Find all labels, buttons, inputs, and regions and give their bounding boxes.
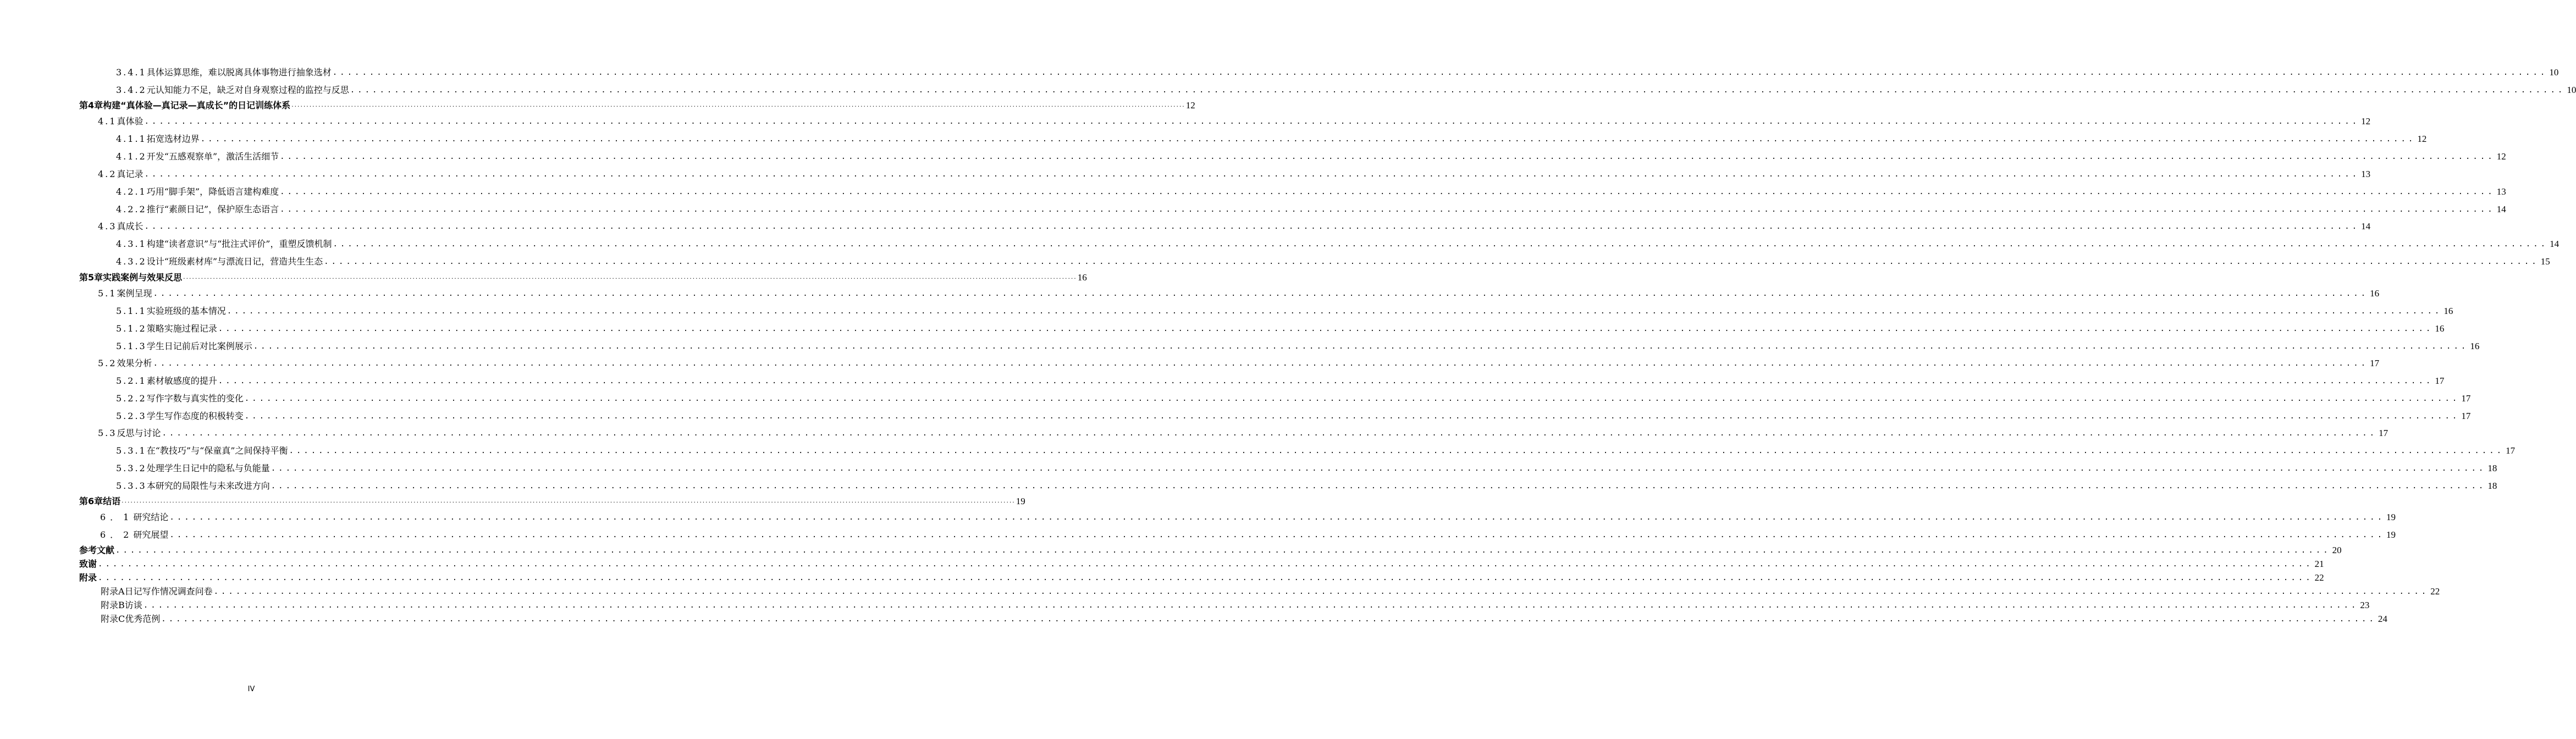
toc-entry-page-number: 24	[2378, 614, 2387, 624]
toc-entry-page-number: 22	[2314, 572, 2324, 583]
toc-entry-title: 访谈	[124, 600, 142, 610]
toc-entry-number: 第4章	[79, 100, 103, 111]
toc-entry[interactable]	[0, 586, 2440, 598]
toc-entry[interactable]	[0, 220, 2371, 233]
toc-entry-page-number: 10	[2549, 67, 2559, 78]
toc-entry-title: 实践案例与效果反思	[103, 272, 183, 283]
toc-dot-leader: ............................................................................................................................................................................................................................................................................................................	[324, 257, 2539, 266]
toc-entry[interactable]	[0, 427, 2389, 439]
toc-dot-leader: ............................................................................................................................................................................................................................................................................................................	[227, 307, 2442, 316]
toc-entry-page-number: 17	[2506, 445, 2516, 456]
toc-entry[interactable]	[0, 529, 2396, 541]
toc-entry[interactable]	[0, 67, 2559, 79]
toc-dot-leader: ............................................................................................................................................................................................................................................................................................................	[218, 377, 2434, 385]
toc-entry-title: 构建“读者意识”与“批注式评价”，重塑反馈机制	[146, 239, 332, 249]
toc-entry[interactable]	[0, 393, 2471, 405]
toc-entry-page-number: 12	[2361, 116, 2371, 126]
toc-entry[interactable]	[0, 495, 1025, 508]
toc-entry-page-number: 16	[2370, 288, 2380, 299]
toc-entry-title: 设计“班级素材库”与漂流日记，营造共生生态	[146, 256, 323, 267]
toc-entry-number: 4.2.1	[116, 186, 147, 197]
toc-dot-leader: ............................................................................................................................................................................................................................................................................................................	[153, 359, 2369, 368]
toc-dot-leader: ............................................................................................................................................................................................................................................................................................................	[271, 482, 2486, 490]
toc-entry[interactable]	[0, 572, 2324, 584]
toc-dot-leader: ............................................................................................................................................................................................................................................................................................................	[162, 429, 2378, 438]
toc-entry[interactable]	[0, 480, 2497, 492]
toc-entry-number: 附录C	[101, 614, 125, 624]
toc-entry-number: 附录A	[101, 586, 125, 597]
toc-dot-leader: ............................................................................................................................................................................................................................................................................................................	[271, 464, 2486, 473]
toc-dot-leader: ............................................................................................................................................................................................................................................................................................................	[253, 342, 2469, 351]
toc-entry[interactable]	[0, 323, 2445, 335]
toc-entry-number: 5.2.2	[116, 393, 147, 404]
toc-entry[interactable]	[0, 305, 2453, 317]
toc-entry-page-number: 18	[2487, 481, 2497, 491]
toc-entry[interactable]	[0, 256, 2550, 268]
toc-entry-number: 4.1.1	[116, 134, 147, 144]
toc-entry-number: 5.3.2	[116, 463, 147, 473]
toc-entry-title: 研究结论	[133, 512, 169, 522]
toc-entry-title: 具体运算思维，难以脱离具体事物进行抽象选材	[146, 67, 332, 78]
toc-entry-page-number: 17	[2461, 393, 2471, 404]
toc-entry-title: 学生写作态度的积极转变	[146, 411, 244, 421]
toc-entry[interactable]	[0, 462, 2497, 475]
toc-entry-page-number: 13	[2496, 186, 2506, 197]
toc-entry-page-number: 16	[2470, 341, 2480, 351]
toc-entry-page-number: 19	[1016, 496, 1025, 506]
toc-entry-number: 5.2.3	[116, 411, 147, 421]
toc-dot-leader: ............................................................................................................................................................................................................................................................................................................	[121, 499, 1015, 504]
toc-entry[interactable]	[0, 445, 2516, 457]
toc-entry-title: 巧用“脚手架”，降低语言建构难度	[146, 186, 279, 197]
toc-entry[interactable]	[0, 544, 2342, 556]
toc-entry-title: 学生日记前后对比案例展示	[146, 341, 252, 351]
toc-entry[interactable]	[0, 599, 2370, 611]
toc-dot-leader: ............................................................................................................................................................................................................................................................................................................	[350, 86, 2566, 95]
toc-entry-title: 日记写作情况调查问卷	[124, 586, 213, 597]
toc-entry-number: 5.3.1	[116, 445, 147, 456]
toc-entry-title: 构建“真体验—真记录—真成长”的日记训练体系	[103, 100, 291, 111]
toc-dot-leader: ............................................................................................................................................................................................................................................................................................................	[218, 324, 2434, 333]
toc-entry-page-number: 14	[2496, 204, 2506, 214]
toc-dot-leader: ............................................................................................................................................................................................................................................................................................................	[244, 412, 2460, 421]
page-number-footer: IV	[247, 685, 255, 693]
toc-entry-title: 真记录	[117, 169, 144, 179]
toc-entry-title: 拓宽选材边界	[146, 134, 200, 144]
toc-entry-title: 推行“素颜日记”，保护原生态语言	[146, 204, 279, 214]
toc-entry-title: 策略实施过程记录	[146, 323, 217, 334]
toc-entry[interactable]	[0, 203, 2506, 216]
toc-entry-number: 5.1.2	[116, 323, 147, 334]
toc-entry[interactable]	[0, 186, 2506, 198]
toc-dot-leader: ............................................................................................................................................................................................................................................................................................................	[200, 135, 2416, 144]
toc-entry[interactable]	[0, 375, 2445, 387]
toc-entry-page-number: 23	[2360, 600, 2370, 610]
toc-entry-page-number: 19	[2386, 512, 2396, 522]
toc-entry-page-number: 21	[2314, 559, 2324, 569]
toc-entry-title: 效果分析	[117, 358, 152, 368]
toc-entry-page-number: 17	[2370, 358, 2380, 368]
toc-entry-title: 实验班级的基本情况	[146, 306, 226, 316]
toc-entry-number: 第6章	[79, 496, 103, 506]
toc-entry-page-number: 17	[2435, 376, 2445, 386]
toc-dot-leader: ............................................................................................................................................................................................................................................................................................................	[161, 615, 2376, 624]
toc-entry-title: 在“教技巧”与“保童真”之间保持平衡	[146, 445, 288, 456]
toc-entry-title: 参考文献	[79, 545, 115, 555]
toc-entry-page-number: 17	[2379, 428, 2389, 438]
toc-dot-leader: ............................................................................................................................................................................................................................................................................................................	[333, 240, 2549, 249]
toc-entry-number: 5.1	[98, 288, 117, 299]
toc-entry-page-number: 10	[2567, 85, 2576, 95]
toc-entry-title: 案例呈现	[117, 288, 152, 299]
toc-dot-leader: ............................................................................................................................................................................................................................................................................................................	[144, 117, 2360, 126]
toc-entry-title: 致谢	[79, 559, 97, 569]
toc-entry-number: 3.4.1	[116, 67, 147, 78]
toc-dot-leader: ............................................................................................................................................................................................................................................................................................................	[244, 394, 2460, 403]
toc-dot-leader: ............................................................................................................................................................................................................................................................................................................	[153, 289, 2369, 298]
toc-entry-number: 4.1	[98, 116, 117, 126]
toc-entry-number: 4.3.2	[116, 256, 147, 267]
toc-entry[interactable]	[0, 288, 2380, 300]
toc-entry-page-number: 14	[2550, 239, 2560, 249]
toc-entry-number: 第5章	[79, 272, 103, 283]
toc-entry-number: 6．2	[100, 530, 134, 540]
toc-entry-title: 优秀范例	[125, 614, 161, 624]
toc-entry-title: 本研究的局限性与未来改进方向	[146, 481, 270, 491]
toc-dot-leader: ............................................................................................................................................................................................................................................................................................................	[169, 513, 2385, 522]
toc-entry-number: 4.2	[98, 169, 117, 179]
toc-entry-page-number: 18	[2487, 463, 2497, 473]
toc-dot-leader: ............................................................................................................................................................................................................................................................................................................	[98, 573, 2313, 582]
toc-entry-page-number: 19	[2386, 530, 2396, 540]
toc-entry-number: 4.3.1	[116, 239, 147, 249]
toc-entry[interactable]	[0, 410, 2471, 422]
toc-entry-page-number: 15	[2540, 256, 2550, 267]
toc-entry-page-number: 14	[2361, 221, 2371, 231]
toc-dot-leader: ............................................................................................................................................................................................................................................................................................................	[183, 275, 1077, 280]
toc-entry[interactable]	[0, 115, 2371, 128]
toc-entry-number: 3.4.2	[116, 85, 147, 95]
toc-entry-page-number: 13	[2361, 169, 2371, 179]
toc-entry[interactable]	[0, 151, 2506, 163]
toc-entry-number: 5.2.1	[116, 376, 147, 386]
toc-dot-leader: ............................................................................................................................................................................................................................................................................................................	[115, 546, 2331, 555]
toc-entry[interactable]	[0, 511, 2396, 523]
toc-entry-number: 5.1.1	[116, 306, 147, 316]
toc-entry[interactable]	[0, 357, 2380, 370]
toc-entry-title: 开发“五感观察单”，激活生活细节	[146, 151, 279, 162]
toc-entry-title: 真成长	[117, 221, 144, 231]
toc-dot-leader: ............................................................................................................................................................................................................................................................................................................	[280, 152, 2495, 161]
toc-entry-title: 附录	[79, 572, 97, 583]
toc-dot-leader: ............................................................................................................................................................................................................................................................................................................	[213, 587, 2429, 596]
toc-entry-page-number: 12	[2496, 151, 2506, 162]
toc-dot-leader: ............................................................................................................................................................................................................................................................................................................	[280, 205, 2495, 214]
toc-entry-title: 结语	[103, 496, 121, 506]
toc-entry-number: 4.1.2	[116, 151, 147, 162]
toc-entry[interactable]	[0, 238, 2560, 250]
toc-entry-number: 5.2	[98, 358, 117, 368]
toc-entry-title: 素材敏感度的提升	[146, 376, 217, 386]
toc-dot-leader: ............................................................................................................................................................................................................................................................................................................	[144, 222, 2360, 231]
toc-entry[interactable]	[0, 84, 2576, 96]
toc-entry-number: 5.1.3	[116, 341, 147, 351]
toc-entry[interactable]	[0, 558, 2324, 570]
toc-dot-leader: ............................................................................................................................................................................................................................................................................................................	[289, 446, 2505, 455]
toc-entry-page-number: 20	[2332, 545, 2342, 555]
toc-entry-title: 真体验	[117, 116, 144, 126]
toc-entry[interactable]	[0, 613, 2387, 625]
toc-entry-page-number: 12	[1185, 100, 1195, 111]
toc-dot-leader: ............................................................................................................................................................................................................................................................................................................	[144, 170, 2360, 179]
toc-entry-number: 附录B	[101, 600, 125, 610]
toc-entry-number: 5.3.3	[116, 481, 147, 491]
toc-entry[interactable]	[0, 100, 1195, 112]
toc-entry[interactable]	[0, 168, 2371, 180]
toc-entry-number: 4.3	[98, 221, 117, 231]
toc-dot-leader: ............................................................................................................................................................................................................................................................................................................	[169, 531, 2385, 539]
toc-entry-title: 写作字数与真实性的变化	[146, 393, 244, 404]
toc-entry-page-number: 16	[2435, 323, 2445, 334]
toc-entry-number: 6．1	[100, 512, 134, 522]
toc-dot-leader: ............................................................................................................................................................................................................................................................................................................	[291, 103, 1185, 108]
toc-entry[interactable]	[0, 133, 2427, 145]
toc-entry-title: 研究展望	[133, 530, 169, 540]
toc-entry-page-number: 12	[2417, 134, 2427, 144]
toc-entry-page-number: 16	[1077, 272, 1087, 283]
toc-dot-leader: ............................................................................................................................................................................................................................................................................................................	[280, 187, 2495, 196]
toc-entry-title: 反思与讨论	[117, 428, 161, 438]
toc-dot-leader: ............................................................................................................................................................................................................................................................................................................	[332, 68, 2548, 77]
toc-entry-title: 元认知能力不足，缺乏对自身观察过程的监控与反思	[146, 85, 349, 95]
toc-entry-title: 处理学生日记中的隐私与负能量	[146, 463, 270, 473]
toc-entry[interactable]	[0, 272, 1087, 284]
toc-dot-leader: ............................................................................................................................................................................................................................................................................................................	[98, 560, 2313, 569]
toc-entry-number: 4.2.2	[116, 204, 147, 214]
toc-entry-number: 5.3	[98, 428, 117, 438]
toc-entry-page-number: 17	[2461, 411, 2471, 421]
toc-entry-page-number: 22	[2430, 586, 2440, 597]
toc-entry[interactable]	[0, 340, 2480, 352]
toc-entry-page-number: 16	[2443, 306, 2453, 316]
toc-dot-leader: ............................................................................................................................................................................................................................................................................................................	[143, 601, 2359, 610]
